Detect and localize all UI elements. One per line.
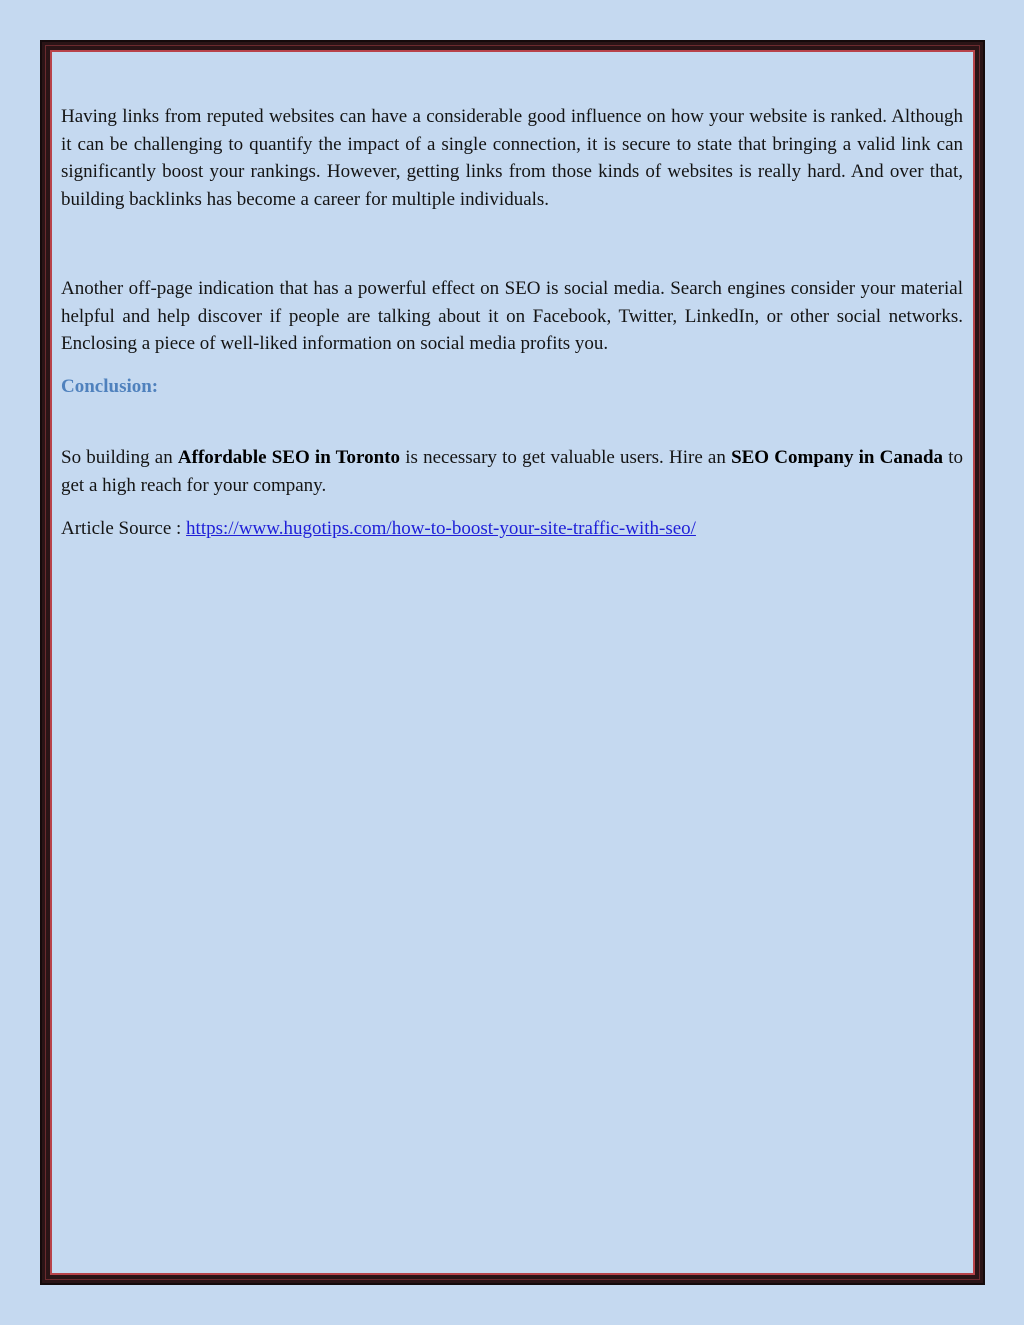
document-body — [61, 103, 963, 543]
conclusion-text-3: to get a high reach for your company. — [61, 446, 963, 496]
article-source-label: Article Source : — [61, 518, 187, 540]
article-source-line — [61, 515, 963, 543]
conclusion-heading: Conclusion: — [61, 375, 159, 397]
conclusion-bold-affordable-seo: Affordable SEO in Toronto — [177, 446, 401, 468]
conclusion-text-1: So building an — [61, 446, 178, 468]
article-source-link[interactable]: https://www.hugotips.com/how-to-boost-your-site-traffic-with-seo/ — [186, 518, 696, 540]
paragraph-social-media: Another off-page indication that has a powerful effect on SEO is social media. Search engines consider your material helpful and help discover if people are talking about it on Facebook, Twitter, LinkedIn, or other social networks. Enclosing a piece of well-liked information on social media profits you. — [61, 277, 963, 355]
paragraph-backlinks: Having links from reputed websites can have a considerable good influence on how your website is ranked. Although it can be challenging to quantify the impact of a single connection, it is secure to state that bringing a valid link can significantly boost your rankings. However, getting links from those kinds of websites is really hard. And over that, building backlinks has become a career for multiple individuals. — [61, 106, 963, 211]
paragraph-conclusion — [61, 444, 963, 499]
conclusion-bold-seo-company: SEO Company in Canada — [731, 446, 944, 468]
conclusion-text-2: is necessary to get valuable users. Hire an — [400, 446, 732, 468]
